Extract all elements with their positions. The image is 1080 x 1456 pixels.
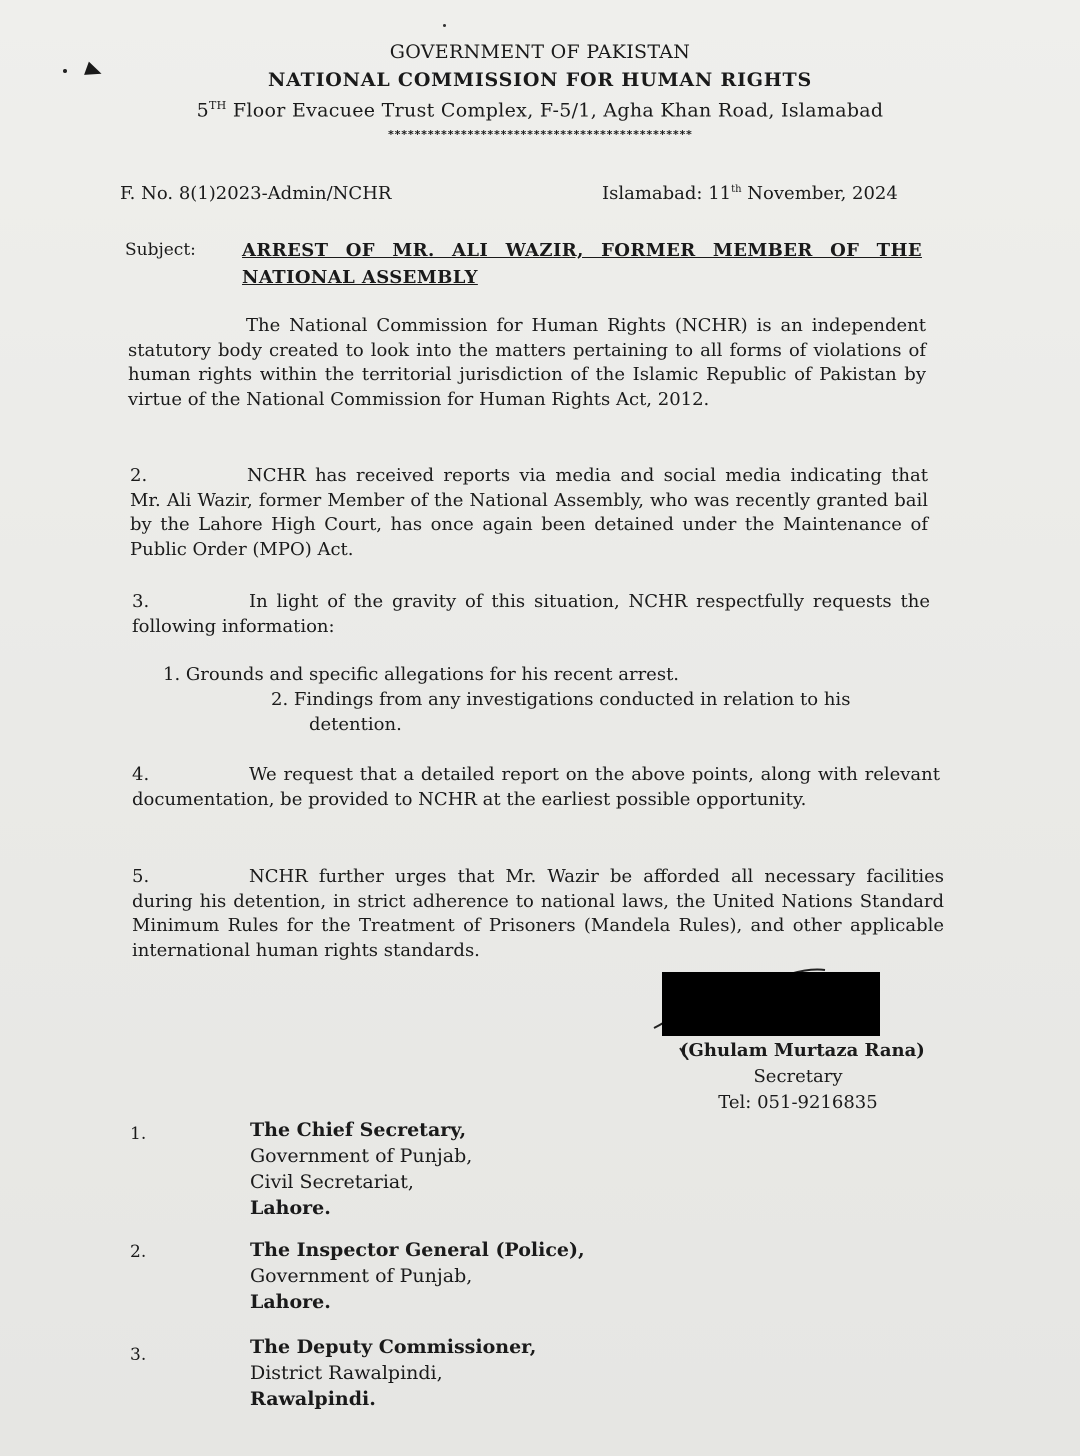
addressee-2-number: 2. [130, 1242, 147, 1262]
addressee-2 [250, 1237, 585, 1315]
letterhead-government: GOVERNMENT OF PAKISTAN [389, 41, 691, 63]
paragraph-2 [130, 464, 928, 562]
addressee-1-line-2: Government of Punjab, [250, 1145, 473, 1167]
addressee-2-line-2: Government of Punjab, [250, 1265, 473, 1287]
request-item-2-text-line2: detention. [309, 713, 402, 735]
addressee-2-line-3: Lahore. [250, 1291, 331, 1313]
date-prefix: Islamabad: 11 [602, 183, 732, 204]
request-item-1-number: 1. [163, 664, 181, 685]
signatory-title: Secretary [753, 1066, 843, 1087]
paragraph-3 [132, 590, 930, 639]
letterhead-commission: NATIONAL COMMISSION FOR HUMAN RIGHTS [267, 69, 813, 91]
request-item-2-number: 2. [271, 689, 289, 710]
letterhead-separator: ********************************************** [387, 128, 693, 141]
subject-text: ARREST OF MR. ALI WAZIR, FORMER MEMBER OF THE NATIONAL ASSEMBLY [242, 240, 922, 288]
paragraph-5 [132, 865, 944, 963]
addressee-1 [250, 1117, 472, 1221]
paragraph-2-text: NCHR has received reports via media and social media indicating that Mr. Ali Wazir, former Member of the National Assembly, who was recently granted bail by the Lahore High Court, has once again been detained under the Maintenance of Public Order (MPO) Act. [130, 465, 928, 560]
addressee-1-number: 1. [130, 1124, 147, 1144]
addressee-3-number: 3. [130, 1345, 147, 1365]
paragraph-4-number: 4. [132, 764, 150, 785]
paragraph-1: The National Commission for Human Rights (NCHR) is an independent statutory body created to look into the matters pertaining to all forms of violations of human rights within the territorial jurisdiction of the Islamic Republic of Pakistan by virtue of the National Commission for Human Rights Act, 2012. [128, 315, 926, 410]
file-number: F. No. 8(1)2023-Admin/NCHR [120, 183, 392, 204]
paragraph-3-number: 3. [132, 591, 150, 612]
signatory-name: (Ghulam Murtaza Rana) [680, 1040, 925, 1061]
addressee-1-line-3: Civil Secretariat, [250, 1171, 414, 1193]
paragraph-4 [132, 763, 940, 812]
paragraph-5-text: NCHR further urges that Mr. Wazir be afforded all necessary facilities during his detention, in strict adherence to national laws, the United Nations Standard Minimum Rules for the Treatment of Prisoners (Mandela Rules), and other applicable international human rights standards. [132, 866, 944, 961]
address-floor-number: 5 [196, 99, 210, 122]
paragraph-4-text: We request that a detailed report on the above points, along with relevant documentation, be provided to NCHR at the earliest possible opportunity. [132, 764, 940, 810]
signatory-telephone: Tel: 051-9216835 [718, 1092, 878, 1113]
date-suffix: November, 2024 [741, 183, 898, 204]
addressee-3-line-3: Rawalpindi. [250, 1388, 376, 1410]
paper-speck [443, 24, 446, 27]
request-item-1-text: Grounds and specific allegations for his recent arrest. [185, 664, 680, 685]
addressee-1-line-1: The Chief Secretary, [250, 1119, 467, 1141]
address-floor-ordinal: TH [209, 99, 227, 112]
request-item-2 [271, 688, 936, 737]
signature-redaction [662, 972, 880, 1036]
subject-label: Subject: [125, 240, 196, 260]
addressee-3 [250, 1334, 536, 1412]
addressee-2-line-1: The Inspector General (Police), [250, 1239, 585, 1261]
addressee-3-line-2: District Rawalpindi, [250, 1362, 443, 1384]
request-item-2-text-line1: Findings from any investigations conducted in relation to his [293, 689, 851, 710]
address-rest: Floor Evacuee Trust Complex, F-5/1, Agha Khan Road, Islamabad [226, 99, 884, 122]
request-item-1 [163, 664, 679, 685]
addressee-1-line-4: Lahore. [250, 1197, 331, 1219]
date-line [602, 183, 898, 204]
paragraph-2-number: 2. [130, 465, 148, 486]
paragraph-3-text: In light of the gravity of this situation, NCHR respectfully requests the following information: [132, 591, 930, 637]
addressee-3-line-1: The Deputy Commissioner, [250, 1336, 537, 1358]
date-ordinal: th [731, 184, 742, 195]
paragraph-5-number: 5. [132, 866, 150, 887]
letterhead-address [0, 99, 1080, 121]
